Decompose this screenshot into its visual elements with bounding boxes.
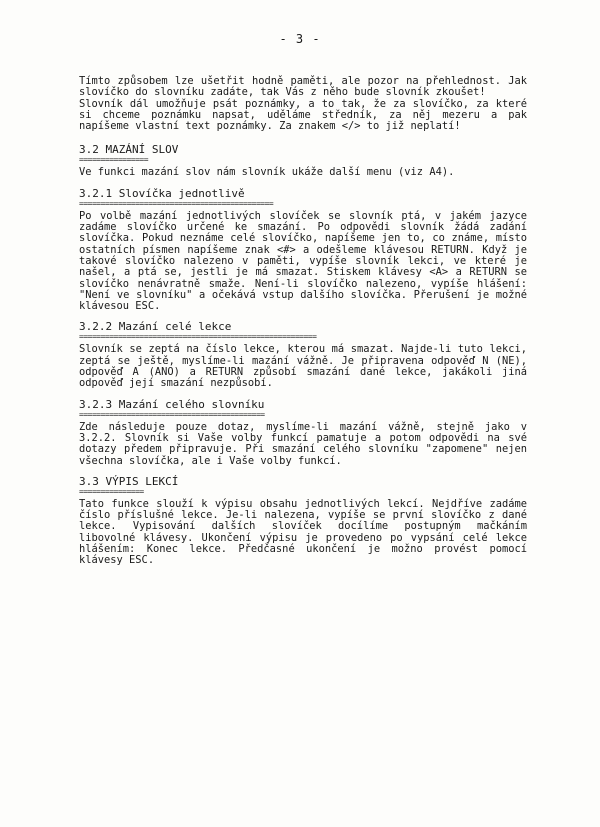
intro-paragraph-1: Tímto způsobem lze ušetřit hodně paměti, ale pozor na přehlednost. Jak slovíčko do slovníku zadáte, tak Vás z něho bude slovník zkoušet! [79,75,527,99]
section-3-2-3-heading: 3.2.3 Mazání celého slovníku [79,397,265,411]
section-3-2-1-text: Po volbě mazání jednotlivých slovíček se slovník ptá, v jakém jazyce zadáme slovíčko určené ke smazání. Po odpovědi slovník žádá zadání slovíčka. Pokud neznáme celé slovíčko, napíšeme jen to, co známe, místo ostatních písmen napíšeme znak <#> a odešleme klávesou RETURN. Když je takové slovíčko nalezeno v paměti, vypíše slovník lekci, ve které je našel, a ptá se, jestli je má smazat. Stiskem klávesy <A> a RETURN se slovíčko nenávratně smaže. Není-li slovíčko nalezeno, vypíše hlášení: "Není ve slovníku" a očekává vstup dalšího slovíčka. Přerušení je možné klávesou ESC. [79,209,527,313]
section-3-2-1-heading: 3.2.1 Slovíčka jednotlivě [79,186,245,200]
section-3-2-2-text: Slovník se zeptá na číslo lekce, kterou má smazat. Najde-li tuto lekci, zeptá se ještě, myslíme-li mazání vážně. Je připravena odpověď N (NE), odpověď A (ANO) a RETURN způsobí smazání dané lekce, jakákoli jiná odpověď její smazání nezpůsobí. [79,343,527,390]
page-number: - 3 - [279,32,321,46]
section-3-2-3-underline: =========================================== [79,410,265,419]
section-3-2-2-underline: ======================================================= [79,333,317,342]
page-content [79,76,527,567]
section-3-3-underline: =============== [79,487,144,496]
intro-paragraph-2: Slovník dál umožňuje psát poznámky, a to tak, že za slovíčko, za které si chceme poznámku napsat, uděláme středník, za něj mezeru a pak napíšeme vlastní text poznámky. Za znakem </> to již neplatí! [79,97,527,133]
section-3-2-heading: 3.2 MAZÁNÍ SLOV [79,143,179,157]
section-3-3-text: Tato funkce slouží k výpisu obsahu jednotlivých lekcí. Nejdříve zadáme číslo příslušné lekce. Je-li nalezena, vypíše se první slovíčko z dané lekce. Vypisování dalších slovíček docílíme postupným mačkáním libovolné klávesy. Ukončení výpisu je provedeno po vypsání celé lekce hlášením: Konec lekce. Předčasné ukončení je možno provést pomocí klávesy ESC. [79,497,527,567]
section-3-3-heading: 3.3 VÝPIS LEKCÍ [79,474,179,488]
section-3-2-text: Ve funkci mazání slov nám slovník ukáže další menu (viz A4). [79,166,455,179]
section-3-2-underline: ================ [79,156,149,165]
section-3-2-3-text: Zde následuje pouze dotaz, myslíme-li mazání vážně, stejně jako v 3.2.2. Slovník si Vaše volby funkcí pamatuje a potom odpovědi na své dotazy předem připravuje. Při smazání celého slovníku "zapomene" nejen všechna slovíčka, ale i Vaše volby funkcí. [79,420,527,467]
section-3-2-2-heading: 3.2.2 Mazání celé lekce [79,320,232,334]
section-3-2-1-underline: ============================================= [79,199,274,208]
